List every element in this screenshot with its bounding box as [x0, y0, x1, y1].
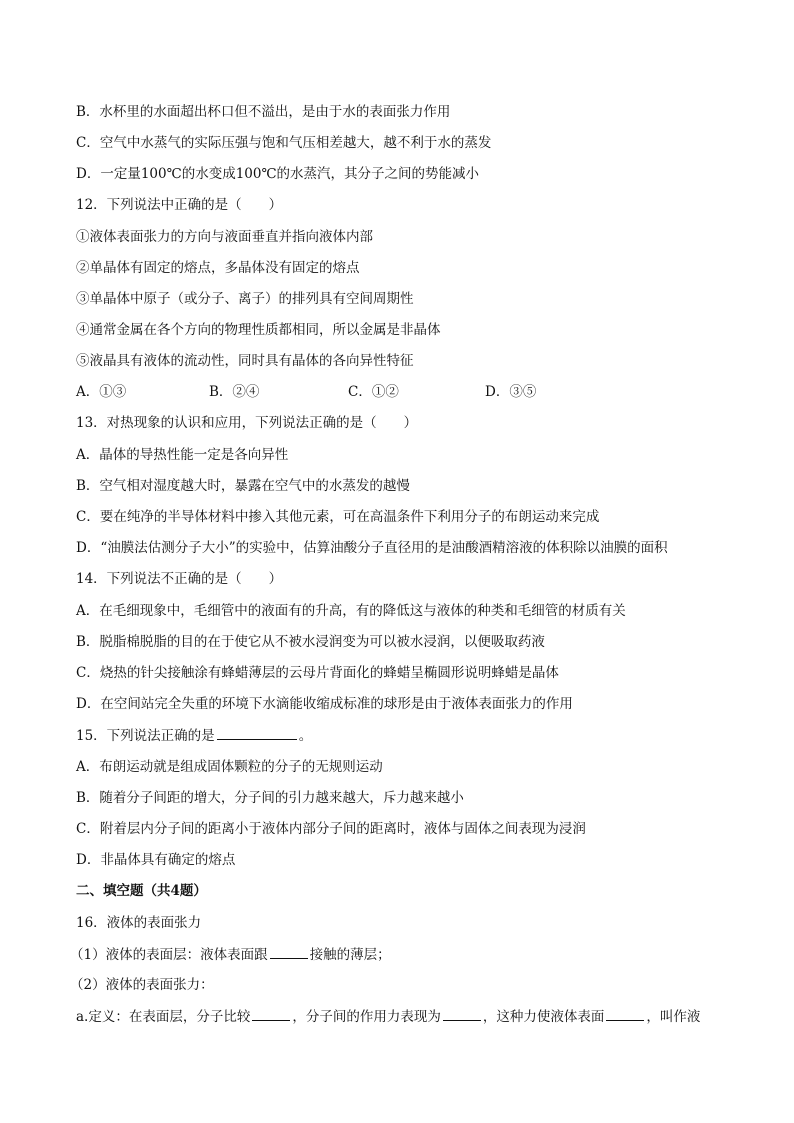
q14-option-a: A．在毛细现象中，毛细管中的液面有的升高，有的降低这与液体的种类和毛细管的材质有关 [76, 603, 626, 619]
q13-option-b: B．空气相对湿度越大时，暴露在空气中的水蒸发的越慢 [76, 478, 410, 494]
q12-statement-4: ④通常金属在各个方向的物理性质都相同，所以金属是非晶体 [76, 322, 441, 338]
q11-option-d: D．一定量100℃的水变成100℃的水蒸汽，其分子之间的势能减小 [76, 166, 480, 182]
q12-options [76, 382, 756, 402]
q15-option-a: A．布朗运动就是组成固体颗粒的分子的无规则运动 [76, 759, 383, 775]
answer-blank[interactable] [443, 1006, 481, 1021]
q12-option-d: D．③⑤ [485, 384, 537, 400]
q15-option-c: C．附着层内分子间的距离小于液体内部分子间的距离时，液体与固体之间表现为浸润 [76, 821, 586, 837]
answer-blank[interactable] [270, 944, 308, 959]
q16-stem: 16．液体的表面张力 [76, 915, 202, 931]
q13-option-d: D．“油膜法估测分子大小”的实验中，估算油酸分子直径用的是油酸酒精溶液的体积除以油膜的面积 [76, 540, 668, 556]
answer-blank[interactable] [217, 725, 297, 740]
q14-option-d: D．在空间站完全失重的环境下水滴能收缩成标准的球形是由于液体表面张力的作用 [76, 696, 573, 712]
q15-option-b: B．随着分子间距的增大，分子间的引力越来越大，斥力越来越小 [76, 790, 464, 806]
q15-stem: 15．下列说法正确的是 。 [76, 725, 756, 745]
q12-option-a: A．①③ [76, 384, 127, 400]
q13-option-a: A．晶体的导热性能一定是各向异性 [76, 447, 289, 463]
q14-option-c: C．烧热的针尖接触涂有蜂蜡薄层的云母片背面化的蜂蜡呈椭圆形说明蜂蜡是晶体 [76, 665, 559, 681]
q12-stem: 12．下列说法中正确的是（ ） [76, 197, 283, 213]
answer-blank[interactable] [606, 1006, 644, 1021]
q16-part-1: （1）液体的表面层：液体表面跟 接触的薄层； [70, 944, 750, 964]
q12-statement-2: ②单晶体有固定的熔点，多晶体没有固定的熔点 [76, 260, 360, 276]
q11-option-c: C．空气中水蒸气的实际压强与饱和气压相差越大，越不利于水的蒸发 [76, 135, 492, 151]
q12-statement-3: ③单晶体中原子（或分子、离子）的排列具有空间周期性 [76, 291, 414, 307]
q14-stem: 14．下列说法不正确的是（ ） [76, 571, 283, 587]
q12-option-b: B．②④ [209, 384, 260, 400]
q11-option-b: B．水杯里的水面超出杯口但不溢出，是由于水的表面张力作用 [76, 104, 451, 120]
q15-option-d: D．非晶体具有确定的熔点 [76, 852, 236, 868]
q16-part-a: a.定义：在表面层，分子比较 ，分子间的作用力表现为 ，这种力使液体表面 ，叫作液 [76, 1006, 756, 1026]
q12-statement-5: ⑤液晶具有液体的流动性，同时具有晶体的各向异性特征 [76, 353, 414, 369]
q14-option-b: B．脱脂棉脱脂的目的在于使它从不被水浸润变为可以被水浸润，以便吸取药液 [76, 634, 545, 650]
q13-option-c: C．要在纯净的半导体材料中掺入其他元素，可在高温条件下利用分子的布朗运动来完成 [76, 509, 600, 525]
q12-statement-1: ①液体表面张力的方向与液面垂直并指向液体内部 [76, 229, 373, 245]
q16-part-2: （2）液体的表面张力： [70, 977, 214, 993]
q12-option-c: C．①② [348, 384, 399, 400]
answer-blank[interactable] [252, 1006, 290, 1021]
section-heading: 二、填空题（共4题） [76, 883, 207, 899]
q13-stem: 13．对热现象的认识和应用，下列说法正确的是（ ） [76, 415, 418, 431]
